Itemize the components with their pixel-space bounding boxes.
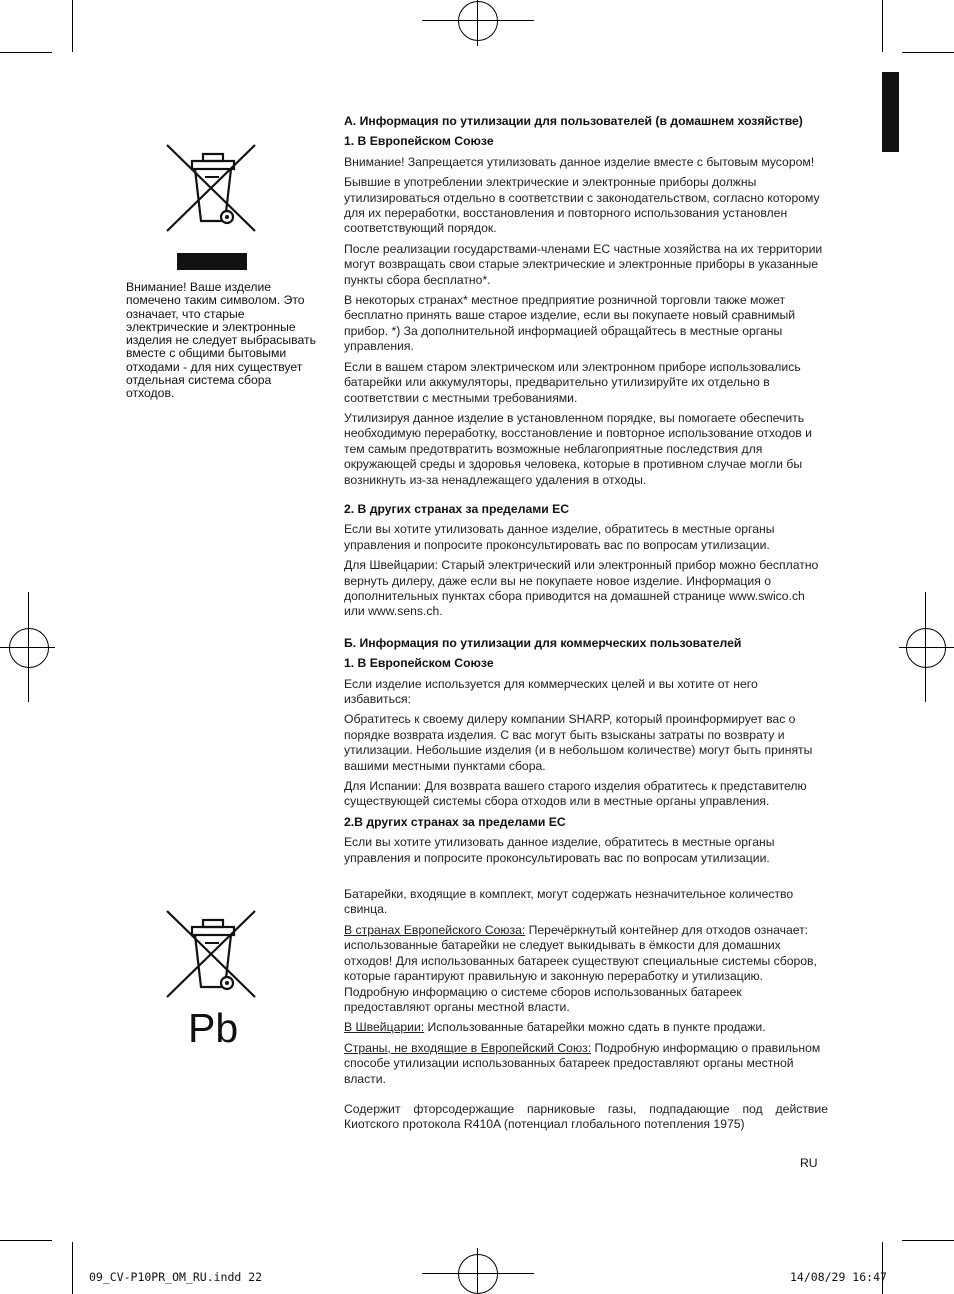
- section-a-title: А. Информация по утилизации для пользователей (в домашнем хозяйстве): [344, 114, 803, 128]
- language-tab: [882, 72, 899, 152]
- paragraph: Обратитесь к своему дилеру компании SHARP, который проинформирует вас о порядке возврата изделия. С вас могут быть взысканы затраты по возврату и утилизации. Небольшие изделия (и в небольшом количестве) могут быть приняты вашими местными пунктами сбора.: [344, 712, 813, 773]
- section-b-eu-heading: 1. В Европейском Союзе: [344, 656, 494, 671]
- section-a-eu-heading: 1. В Европейском Союзе: [344, 134, 494, 149]
- paragraph: [344, 1020, 828, 1035]
- paragraph: Если вы хотите утилизовать данное изделие, обратитесь в местные органы управления и попросите проконсультировать вас по вопросам утилизации.: [344, 835, 775, 865]
- paragraph: Если вы хотите утилизовать данное изделие, обратитесь в местные органы управления и попросите проконсультировать вас по вопросам утилизации.: [344, 522, 775, 552]
- paragraph: Батарейки, входящие в комплект, могут содержать незначительное количество свинца.: [344, 887, 794, 917]
- crop-mark: [0, 1240, 52, 1241]
- paragraph: Для Швейцарии: Старый электрический или электронный прибор можно бесплатно вернуть дилеру, даже если вы не покупаете новое изделие. Информация о дополнительных пунктах сбора приводится на домашней странице www.swico.ch или www.sens.ch.: [344, 558, 819, 619]
- section-b-title: Б. Информация по утилизации для коммерческих пользователей: [344, 635, 742, 650]
- paragraph: Внимание! Запрещается утилизовать данное изделие вместе с бытовым мусором!: [344, 154, 815, 169]
- crop-mark: [902, 1240, 954, 1241]
- crossed-battery-bin-icon: [165, 909, 257, 999]
- eu-text: Перечёркнутый контейнер для отходов означает: использованные батарейки не следует выкидывать в ёмкости для домашних отходов! Для использованных батареек существуют специальные системы сборов, которые гарантируют правильную и законную переработку и утилизацию. Подробную информацию о системе сборов использованных батареек предоставляют органы местной власти.: [344, 922, 817, 1014]
- paragraph: В некоторых странах* местное предприятие розничной торговли также может бесплатно принять ваше старое изделие, если вы покупаете новый сравнимый прибор. *) За дополнительной информацией обращайтесь в местные органы управления.: [344, 293, 796, 354]
- crop-mark: [72, 0, 73, 52]
- section-a-other-heading: 2. В других странах за пределами ЕС: [344, 501, 570, 516]
- main-text: [344, 114, 828, 1138]
- crop-mark: [882, 1242, 883, 1294]
- registration-mark: [906, 628, 946, 668]
- crop-mark: [0, 52, 52, 53]
- noneu-text: Подробную информацию о правильном способе утилизации использованных батареек предоставляют органы местной власти.: [344, 1040, 821, 1086]
- section-b-other-heading: 2.В других странах за пределами ЕС: [344, 814, 566, 829]
- registration-mark: [458, 1254, 498, 1294]
- footer-timestamp: 14/08/29 16:47: [790, 1270, 887, 1284]
- noneu-label: Страны, не входящие в Европейский Союз:: [344, 1040, 592, 1055]
- paragraph: Для Испании: Для возврата вашего старого изделия обратитесь к представителю существующей системы сбора отходов или в местные органы управления.: [344, 779, 807, 809]
- gas-note: Содержит фторсодержащие парниковые газы, подпадающие под действие Киотского протокола R410A (потенциал глобального потепления 1975): [344, 1101, 828, 1132]
- paragraph: Если в вашем старом электрическом или электронном приборе использовались батарейки или аккумуляторы, предварительно утилизируйте их отдельно в соответствии с местными требованиями.: [344, 359, 801, 405]
- separate-collection-bar: [177, 253, 247, 270]
- lead-symbol: Pb: [188, 1005, 239, 1051]
- registration-mark: [9, 628, 49, 668]
- ch-label: В Швейцарии:: [344, 1020, 425, 1035]
- paragraph: [344, 923, 828, 1015]
- paragraph: После реализации государствами-членами ЕС частные хозяйства на их территории могут возвращать свои старые электрические и электронные приборы в указанные пункты сбора бесплатно*.: [344, 241, 823, 287]
- footer-filename: 09_CV-P10PR_OM_RU.indd 22: [89, 1270, 263, 1284]
- crop-mark: [72, 1242, 73, 1294]
- side-note: Внимание! Ваше изделие помечено таким символом. Это означает, что старые электрические и электронные изделия не следует выбрасывать вместе с общими бытовыми отходами - для них существует отдельная система сбора отходов.: [126, 280, 316, 401]
- page-language: RU: [800, 1156, 818, 1170]
- crop-mark: [902, 52, 954, 53]
- crossed-bin-icon: [165, 143, 257, 233]
- paragraph: Бывшие в употреблении электрические и электронные приборы должны утилизироваться отдельно в соответствии с законодательством, согласно которому для их переработки, восстановления и повторного использования установлен соответствующий порядок.: [344, 175, 820, 236]
- ch-text: Использованные батарейки можно сдать в пункте продажи.: [424, 1020, 766, 1035]
- paragraph: Утилизируя данное изделие в установленном порядке, вы помогаете обеспечить необходимую переработку, восстановление и повторное использование отходов и тем самым предотвратить возможные неблагоприятные последствия для окружающей среды и здоровья человека, которые в противном случае могли бы возникнуть из-за ненадлежащего удаления в отходы.: [344, 410, 812, 487]
- paragraph: Если изделие используется для коммерческих целей и вы хотите от него избавиться:: [344, 676, 758, 706]
- crop-mark: [882, 0, 883, 52]
- registration-mark: [458, 1, 498, 41]
- eu-label: В странах Европейского Союза:: [344, 922, 526, 937]
- paragraph: [344, 1041, 828, 1087]
